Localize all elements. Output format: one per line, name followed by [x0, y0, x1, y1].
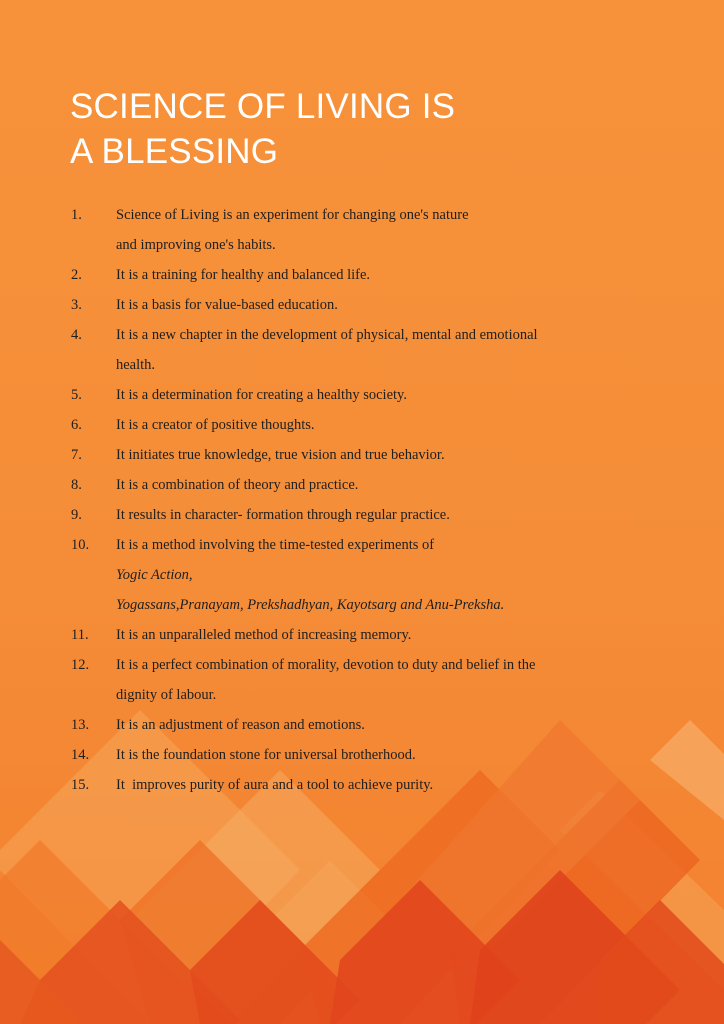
- item-text-line: It is an unparalleled method of increasing memory.: [116, 627, 412, 643]
- item-number: 5.: [71, 387, 82, 403]
- item-text-italic: Yogic Action,: [116, 567, 193, 583]
- list-item: [71, 530, 631, 620]
- benefits-list: [71, 200, 631, 800]
- item-number: 14.: [71, 747, 90, 763]
- list-item: [71, 290, 631, 320]
- item-number: 11.: [71, 627, 89, 643]
- item-text: [116, 410, 631, 440]
- list-item: [71, 440, 631, 470]
- item-text-line: It is a determination for creating a healthy society.: [116, 387, 407, 403]
- item-text-line: It is an adjustment of reason and emotions.: [116, 717, 365, 733]
- list-item: [71, 470, 631, 500]
- item-text-line: It is a basis for value-based education.: [116, 297, 338, 313]
- item-text: [116, 380, 631, 410]
- item-text-italic-line: Yogassans,Pranayam, Prekshadhyan, Kayotsarg and Anu-Preksha.: [116, 597, 505, 613]
- item-text: [116, 200, 631, 260]
- title-line-2: A BLESSING: [70, 132, 279, 171]
- list-item: [71, 320, 631, 380]
- item-text: [116, 320, 631, 380]
- item-text: [116, 260, 631, 290]
- item-text: [116, 530, 631, 620]
- item-number: 13.: [71, 717, 90, 733]
- item-number: 8.: [71, 477, 82, 493]
- item-text: [116, 620, 631, 650]
- item-text-line: It improves purity of aura and a tool to achieve purity.: [116, 777, 434, 793]
- item-text-line: It is the foundation stone for universal brotherhood.: [116, 747, 416, 763]
- list-item: [71, 650, 631, 710]
- item-text: [116, 500, 631, 530]
- item-number: 12.: [71, 657, 90, 673]
- item-text-line: It initiates true knowledge, true vision and true behavior.: [116, 447, 445, 463]
- decor-shape: [650, 720, 724, 820]
- item-text-line: It is a creator of positive thoughts.: [116, 417, 315, 433]
- item-text-line: and improving one's habits.: [116, 237, 276, 253]
- item-number: 1.: [71, 207, 82, 223]
- page-title: [70, 84, 455, 174]
- item-number: 2.: [71, 267, 82, 283]
- item-number: 15.: [71, 777, 90, 793]
- item-text-line: [116, 530, 631, 590]
- list-item: [71, 410, 631, 440]
- item-text-line: Science of Living is an experiment for changing one's nature: [116, 207, 469, 223]
- item-number: 6.: [71, 417, 82, 433]
- list-item: [71, 740, 631, 770]
- item-number: 4.: [71, 327, 82, 343]
- item-text-line: dignity of labour.: [116, 687, 217, 703]
- item-number: 7.: [71, 447, 82, 463]
- item-text-line: It is a new chapter in the development of physical, mental and emotional: [116, 327, 538, 343]
- list-item: [71, 770, 631, 800]
- item-number: 9.: [71, 507, 82, 523]
- item-text: [116, 650, 631, 710]
- item-text: [116, 440, 631, 470]
- item-text-line: It is a training for healthy and balanced life.: [116, 267, 371, 283]
- item-text: [116, 470, 631, 500]
- item-text-line: It is a combination of theory and practice.: [116, 477, 359, 493]
- item-number: 10.: [71, 537, 90, 553]
- item-text: [116, 770, 631, 800]
- item-text-line: It results in character- formation through regular practice.: [116, 507, 450, 523]
- item-text-line: It is a perfect combination of morality, devotion to duty and belief in the: [116, 657, 536, 673]
- item-text-line: health.: [116, 357, 156, 373]
- item-text-plain: It is a method involving the time-tested experiments of: [116, 537, 435, 553]
- item-text: [116, 290, 631, 320]
- title-line-1: SCIENCE OF LIVING IS: [70, 87, 456, 126]
- list-item: [71, 380, 631, 410]
- item-text: [116, 710, 631, 740]
- list-item: [71, 500, 631, 530]
- list-item: [71, 260, 631, 290]
- list-item: [71, 620, 631, 650]
- item-text: [116, 740, 631, 770]
- item-number: 3.: [71, 297, 82, 313]
- list-item: [71, 200, 631, 260]
- list-item: [71, 710, 631, 740]
